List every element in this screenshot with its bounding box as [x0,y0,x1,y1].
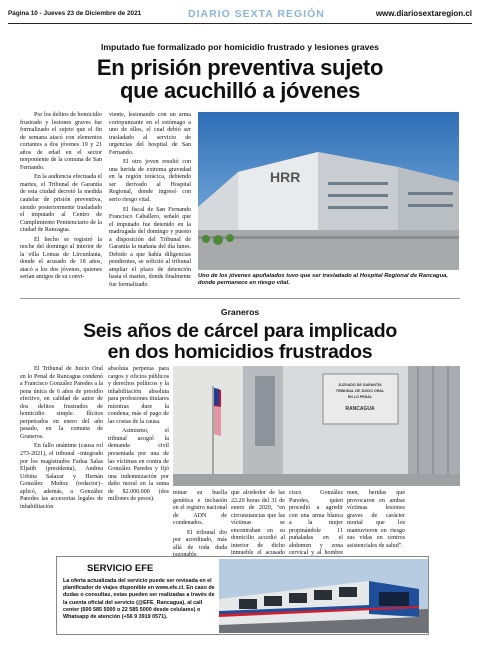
story2-kicker: Graneros [220,307,260,317]
story1-col2-para: El fiscal de San Fernando Francisco Caballero, señaló que el imputado fue detenido en la madrugada del domingo y puesto a disposición del Tribunal de Garantía la mañana del día lunes. Debido a que había diligencias pendientes, se solicitó al tribunal ampliar el plazo de detención hasta el martes, donde finalmente fue formalizado. [109,206,191,289]
story2-col2-para: absoluta perpetua para cargos y oficios públicos y derechos políticos y la inhabilitación absoluta para profesiones titulares mientras dure la condena; más el pago de las costas de la causa. [108,366,169,425]
story1-kicker: Imputado fue formalizado por homicidio frustrado y lesiones graves [101,42,379,52]
section-divider [20,298,460,299]
story1-col2-para: El otro joven resultó con una herida de extrema gravedad en la región torácica, debiendo ser derivado al Hospital Regional, donde ingresó con serio riesgo vital. [109,159,191,204]
story1-column-1 [20,112,102,284]
court-sign-line2: TRIBUNAL DE JUICIO ORAL [335,389,385,393]
story2-column-1 [20,366,103,513]
train-illustration [219,559,428,633]
story2-column-6: men, heridas que provocaron en ambas víctimas lesiones graves de carácter mortal que los mantuvieron en riesgo sus vidas en centros asistenciales de salud". [347,490,405,549]
story2-col1-para: El Tribunal de Juicio Oral en lo Penal de Rancagua condenó a Francisco González Paredes a la pena única de 6 años de presidio efectivo, en calidad de autor de dos delitos frustrados de homicidio simple. Ilícitos perpetrados en enero del año pasado, en la comuna de Graneros. [20,366,103,440]
website-link[interactable]: www.diariosextaregion.cl [375,9,472,18]
court-sign-line3: EN LO PENAL [347,395,373,399]
court-illustration [173,366,460,486]
hospital-illustration [198,112,459,270]
story1-headline-line1: En prisión preventiva sujeto [96,55,384,80]
efe-service-box [56,556,429,635]
page-header [8,8,472,24]
story2-col1-para: En fallo unánime (causa rol 273-2021), el tribunal –integrado por los magistrados Fadua Salas Eljatib (presidenta), Andrea Urbina Salazar y Hernán González Muñoz (redactor)– aplicó, además, a González Paredes las accesorias legales de inhabilitación [20,443,103,510]
hospital-photo [198,112,459,270]
page-info: Página 10 - Jueves 23 de Diciembre de 2021 [8,10,142,17]
story2-headline-line1: Seis años de cárcel para implicado [83,320,397,342]
story2-column-3 [173,490,227,562]
efe-title: SERVICIO EFE [87,563,154,574]
story1-photo-caption: Uno de los jóvenes apuñalados tuvo que ser trasladado al Hospital Regional de Rancagua, donde permanece en riesgo vital. [198,273,448,286]
efe-text: La oferta actualizada del servicio puede ser revisada en el planificador de viajes disponible en www.efe.cl. En caso de dudas o consultas, estas pueden ser realizadas a través de la cuenta oficial del servicio (@EFE_Rancagua), al call center (600 585 5000 o 22 585 5000 desde celulares) o Whatsapp de atención (+56 9 3919 0571). [63,578,215,621]
masthead-text: DIARIO SEXTA REGIÓN [188,8,325,20]
story2-col2-para: Asimismo, el tribunal acogió la demanda civil presentada por una de las víctimas en contra de González Paredes y fijó una indemnización por daño moral en la suma de $2.000.000 (dos millones de pesos). [108,428,169,503]
story1-col2-para: viente, lesionando con un arma cortopunzante en el estómago a uno de ellos, el cual debió ser trasladado al servicio de urgencias del hospital de San Fernando. [109,112,191,156]
column-para: minar su huella genética e inclusión en el registro nacional de ADN de condenados. [173,490,227,527]
hrr-sign: HRR [270,169,301,185]
story2-column-4: que alrededor de las 22.20 horas del 31 de enero de 2020, "en circunstancias que las víctimas se encontraban en su domicilio accedió al interior de dicho inmueble el acusado [231,490,285,557]
story1-col1-para: En la audiencia efectuada el martes, el Tribunal de Garantía de esta ciudad decretó la medida cautelar de prisión preventiva, siendo posteriormente trasladado el imputado al Centro de Cumplimiento Penitenciario de la ciudad de Rancagua. [20,174,102,234]
train-photo [219,559,428,633]
story1-col1-para: Por los delitos de homicidio frustrado y lesiones graves fue formalizado el sujeto que el fin de semana atacó con elementos cortantes a dos jóvenes 19 y 21 años de edad en el sector norponiente de la comuna de San Fernando. [20,112,102,171]
story2-headline-line2: en dos homicidios frustrados [107,341,373,363]
court-photo [173,366,460,486]
story2-column-5: cisco González Paredes, quien procedió a agredir con una arma blanca a la mujer propinándole 11 puñaladas en el abdomen y zona cervical y al hombre [289,490,343,557]
story1-col1-para: El hecho se registró la noche del domingo al interior de la villa Lomas de Lircunlauta, donde el acusado de 18 años, atacó a los dos jóvenes, quienes serían amigos de su convi- [20,236,102,281]
masthead [188,8,325,20]
story1-headline-line2: que acuchilló a jóvenes [119,78,361,103]
story2-column-2 [108,366,169,506]
story1-column-2 [109,112,191,292]
column-para: El tribunal dio por acreditado, más allá de toda duda [173,529,227,551]
court-sign-line1: JUZGADO DE GARANTÍA [338,383,382,387]
court-sign-line4: RANCAGUA [345,406,375,412]
